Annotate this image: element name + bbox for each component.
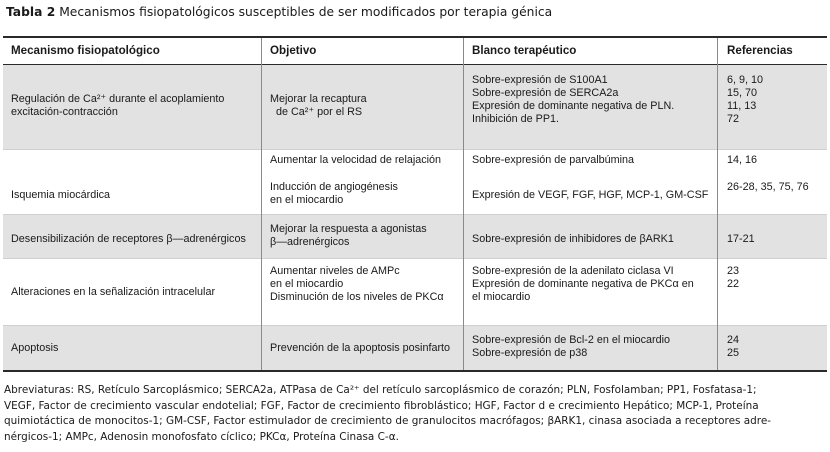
cell-target: Sobre-expresión de S100A1 Sobre-expresión de SERCA2a Expresión de dominante negativa de PLN. Inhibición de PP1. — [472, 74, 675, 125]
bottom-rule — [3, 370, 827, 372]
cell-objective: Prevención de la apoptosis posinfarto — [270, 342, 451, 354]
column-divider — [463, 38, 464, 370]
cell-mechanism: Regulación de Ca²⁺ durante el acoplamiento excitación-contracción — [11, 93, 225, 118]
header-mechanism: Mecanismo fisiopatológico — [11, 44, 160, 57]
top-rule — [3, 36, 827, 38]
cell-objective: Inducción de angiogénesis en el miocardio — [270, 181, 398, 206]
cell-references: 17-21 — [727, 233, 755, 245]
footnote-line: quimiotáctica de monocitos-1; GM-CSF, Factor estimulador de crecimiento de granulocitos macrófagos; βARK1, cinasa asociada a receptores adre- — [4, 415, 772, 427]
footnote-line: nérgicos-1; AMPc, Adenosin monofosfato cíclico; PKCα, Proteína Cinasa C-α. — [4, 430, 399, 443]
cell-mechanism: Isquemia miocárdica — [11, 189, 111, 201]
footnote-line: Abreviaturas: RS, Retículo Sarcoplásmico; SERCA2a, ATPasa de Ca²⁺ del retículo sarcoplásmico de corazón; PLN, Fosfolamban; PP1, Fosfatasa-1; — [4, 384, 757, 396]
table-label: Tabla 2 — [6, 5, 56, 19]
header-objective: Objetivo — [270, 44, 317, 57]
row-divider — [3, 149, 827, 150]
cell-objective: Aumentar niveles de AMPc en el miocardio Disminución de los niveles de PKCα — [270, 265, 444, 303]
cell-objective: Mejorar la respuesta a agonistas β—adrenérgicos — [270, 223, 427, 248]
table-caption — [6, 5, 552, 19]
cell-objective: Mejorar la recaptura de Ca²⁺ por el RS — [270, 93, 367, 118]
table-title: Mecanismos fisiopatológicos susceptibles de ser modificados por terapia génica — [59, 5, 553, 19]
cell-references: 6, 9, 10 15, 70 11, 13 72 — [727, 74, 764, 125]
footnote-line: VEGF, Factor de crecimiento vascular endotelial; FGF, Factor de crecimiento fibroblástico; HGF, Factor d e crecimiento Hepático; MCP-1, Proteína — [4, 399, 759, 412]
column-divider — [261, 38, 262, 370]
footnote — [4, 383, 826, 445]
cell-target: Sobre-expresión de parvalbúmina — [472, 154, 635, 166]
row-divider — [3, 258, 827, 259]
cell-references: 24 25 — [727, 334, 740, 359]
cell-objective: Aumentar la velocidad de relajación — [270, 154, 442, 166]
column-divider — [717, 38, 718, 370]
cell-target: Expresión de VEGF, FGF, HGF, MCP-1, GM-CSF — [472, 189, 709, 201]
cell-target: Sobre-expresión de Bcl-2 en el miocardio Sobre-expresión de p38 — [472, 334, 671, 359]
cell-mechanism: Alteraciones en la señalización intracelular — [11, 286, 216, 298]
cell-references: 14, 16 — [727, 154, 758, 166]
cell-references: 26-28, 35, 75, 76 — [727, 181, 809, 193]
cell-mechanism: Desensibilización de receptores β—adrenérgicos — [11, 233, 246, 245]
cell-target: Sobre-expresión de inhibidores de βARK1 — [472, 233, 674, 245]
header-target: Blanco terapéutico — [472, 44, 577, 57]
cell-references: 23 22 — [727, 265, 740, 290]
header-references: Referencias — [727, 44, 793, 57]
cell-mechanism: Apoptosis — [11, 342, 59, 354]
row-divider — [3, 325, 827, 326]
cell-target: Sobre-expresión de la adenilato ciclasa VI Expresión de dominante negativa de PKCα en el miocardio — [472, 265, 694, 303]
row-divider — [3, 214, 827, 215]
